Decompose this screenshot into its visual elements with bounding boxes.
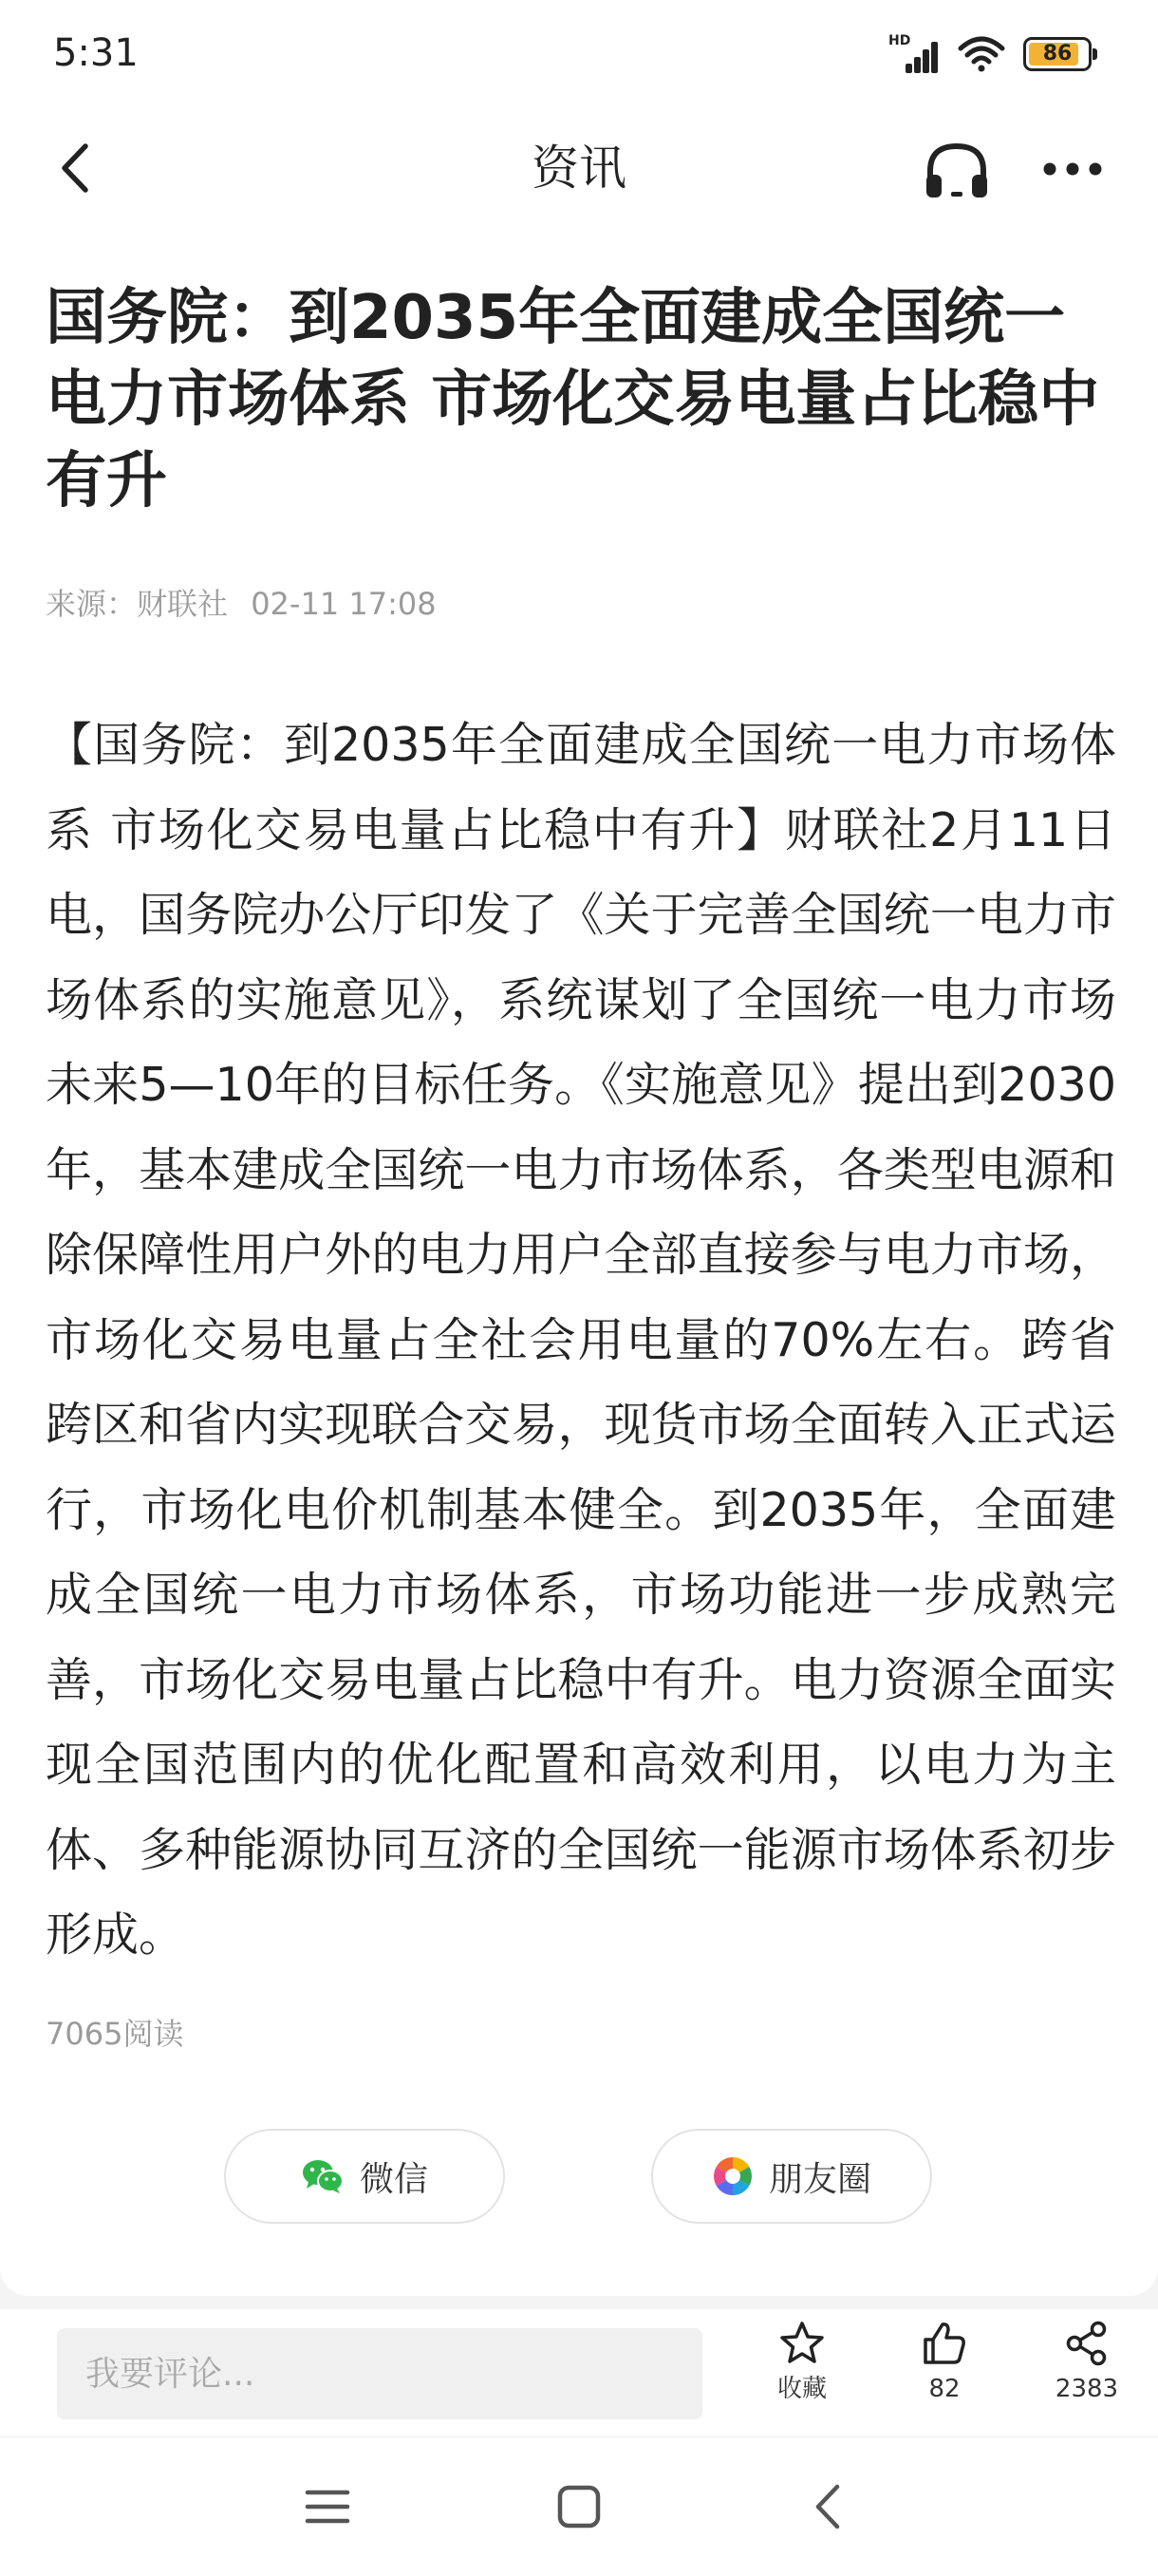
share-icon	[1062, 2319, 1111, 2368]
share-wechat-button[interactable]	[224, 2129, 505, 2224]
article-meta	[46, 583, 437, 625]
system-nav-bar	[0, 2436, 1158, 2576]
share-moments-label: 朋友圈	[768, 2159, 871, 2199]
status-bar	[0, 0, 1158, 106]
share-button[interactable]	[1035, 2319, 1139, 2433]
network-type-label: HD	[888, 33, 911, 48]
status-time: 5:31	[53, 31, 139, 75]
like-count: 82	[928, 2375, 961, 2403]
page-title: 资讯	[532, 141, 626, 196]
top-navigation	[0, 106, 1158, 230]
battery-level: 86	[1042, 42, 1073, 66]
star-icon	[777, 2319, 827, 2368]
share-moments-button[interactable]	[651, 2129, 932, 2224]
favorite-button[interactable]	[750, 2319, 854, 2433]
article-title: 国务院：到2035年全面建成全国统一电力市场体系 市场化交易电量占比稳中有升	[46, 283, 1100, 517]
cellular-signal-icon	[888, 35, 940, 73]
more-dots-icon[interactable]	[1035, 141, 1111, 197]
article-datetime: 02-11 17:08	[251, 586, 437, 622]
wifi-icon	[957, 35, 1006, 73]
menu-icon[interactable]	[294, 2473, 361, 2540]
comment-input[interactable]	[57, 2328, 702, 2419]
read-count: 7065阅读	[46, 2016, 184, 2052]
article-source: 来源：财联社	[46, 586, 229, 622]
share-count: 2383	[1055, 2375, 1119, 2403]
article-body: 【国务院：到2035年全面建成全国统一电力市场体系 市场化交易电量占比稳中有升】财联社2月11日电，国务院办公厅印发了《关于完善全国统一电力市场体系的实施意见》，系统谋划了全国统一电力市场未来5—10年的目标任务。《实施意见》提出到2030年，基本建成全国统一电力市场体系，各类型电源和除保障性用户外的电力用户全部直接参与电力市场，市场化交易电量占全社会用电量的70%左右。跨省跨区和省内实现联合交易，现货市场全面转入正式运行，市场化电价机制基本健全。到2035年，全面建成全国统一电力市场体系，市场功能进一步成熟完善，市场化交易电量占比稳中有升。电力资源全面实现全国范围内的优化配置和高效利用，以电力为主体、多种能源协同互济的全国统一能源市场体系初步形成。	[46, 718, 1116, 1962]
back-chevron-icon[interactable]	[797, 2473, 864, 2540]
like-button[interactable]	[892, 2319, 997, 2433]
headphone-icon[interactable]	[921, 137, 993, 203]
battery-icon	[1023, 37, 1092, 71]
share-wechat-label: 微信	[359, 2159, 428, 2199]
thumbs-up-icon	[920, 2319, 969, 2368]
home-square-icon[interactable]	[546, 2473, 612, 2540]
favorite-label: 收藏	[776, 2375, 827, 2403]
bottom-action-bar	[0, 2309, 1158, 2436]
moments-camera-icon	[712, 2155, 754, 2197]
wechat-icon	[301, 2157, 345, 2195]
status-icons	[888, 32, 1092, 76]
